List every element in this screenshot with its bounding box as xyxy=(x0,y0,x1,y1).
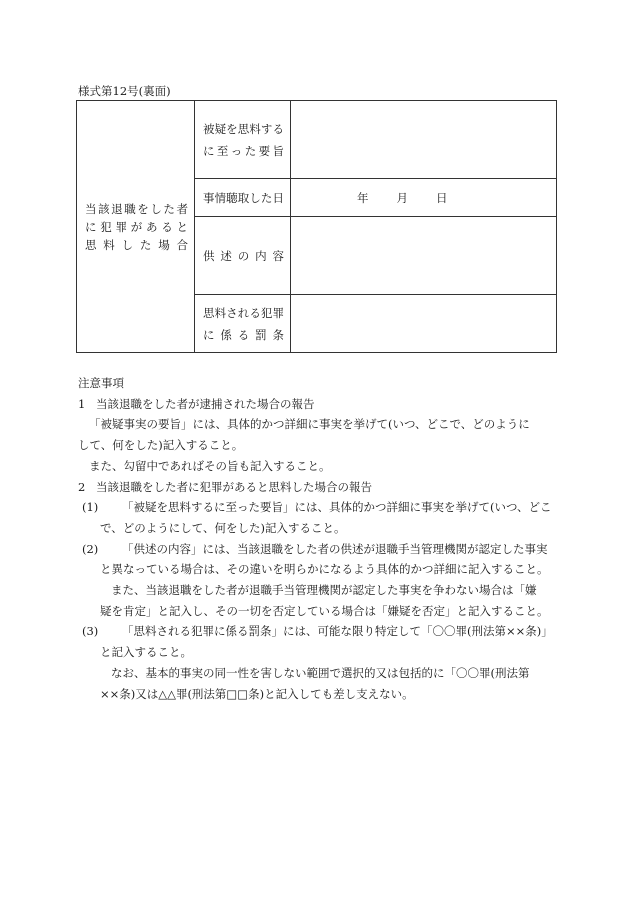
section-label-line: 当該退職をした者 xyxy=(85,201,188,216)
note-item-number: 1 xyxy=(78,396,86,411)
suspicion-summary-field[interactable] xyxy=(291,101,557,179)
note-sub-3-cont: と記入すること。 xyxy=(100,645,192,660)
note-sub-text: 「供述の内容」には、当該退職をした者の供述が退職手当管理機関が認定した事実 xyxy=(122,541,548,556)
note-sub-3-cont: なお、基本的事実の同一性を害しない範囲で選択的又は包括的に「〇〇罪(刑法第 xyxy=(111,665,530,680)
row-label-line: 思料される犯罪 xyxy=(203,305,284,320)
report-table xyxy=(76,100,557,353)
suspicion-summary-label xyxy=(195,101,291,179)
statement-content-label xyxy=(195,217,291,295)
penal-provision-label xyxy=(195,295,291,353)
interview-date-field[interactable] xyxy=(291,179,557,217)
interview-date-label xyxy=(195,179,291,217)
row-label-line: 供述の内容 xyxy=(203,248,284,263)
form-number: 様式第12号(裏面) xyxy=(78,84,171,98)
notes-title: 注意事項 xyxy=(78,376,124,390)
date-year-label: 年 xyxy=(357,190,369,205)
date-month-label: 月 xyxy=(396,190,408,205)
row-label-line: に係る罰条 xyxy=(203,327,284,342)
note-sub-2 xyxy=(78,539,558,560)
notes-section xyxy=(78,373,558,704)
note-item-1-text: して、何をした)記入すること。 xyxy=(78,438,244,453)
row-label-line: 被疑を思料する xyxy=(203,121,284,136)
section-label-line: 思料した場合 xyxy=(85,237,188,252)
note-heading-text: 当該退職をした者に犯罪があると思料した場合の報告 xyxy=(96,479,372,494)
note-sub-text: 「思料される犯罪に係る罰条」には、可能な限り特定して「〇〇罪(刑法第××条)」 xyxy=(122,624,553,639)
note-sub-1 xyxy=(78,497,558,518)
note-item-1-text: また、勾留中であればその旨も記入すること。 xyxy=(89,458,331,473)
date-day-label: 日 xyxy=(436,190,448,205)
note-sub-number: (1) xyxy=(82,500,99,515)
note-heading-text: 当該退職をした者が逮捕された場合の報告 xyxy=(96,396,315,411)
row-label-line: 事情聴取した日 xyxy=(203,190,284,205)
note-item-1-text: 「被疑事実の要旨」には、具体的かつ詳細に事実を挙げて(いつ、どこで、どのように xyxy=(89,417,530,432)
note-sub-number: (2) xyxy=(82,541,99,556)
note-sub-2-cont: また、当該退職をした者が退職手当管理機関が認定した事実を争わない場合は「嫌 xyxy=(111,583,537,598)
note-sub-1-cont: で、どのようにして、何をした)記入すること。 xyxy=(100,520,346,535)
note-sub-3-cont: ××条)又は△△罪(刑法第□□条)と記入しても差し支えない。 xyxy=(100,686,414,701)
note-sub-text: 「被疑を思料するに至った要旨」には、具体的かつ詳細に事実を挙げて(いつ、どこ xyxy=(122,500,552,515)
note-item-1-heading xyxy=(78,394,558,415)
note-sub-2-cont: と異なっている場合は、その違いを明らかになるよう具体的かつ詳細に記入すること。 xyxy=(100,562,549,577)
note-sub-3 xyxy=(78,621,558,642)
note-sub-2-cont: 疑を肯定」と記入し、その一切を否定している場合は「嫌疑を否定」と記入すること。 xyxy=(100,603,549,618)
note-item-2-heading xyxy=(78,477,558,498)
statement-content-field[interactable] xyxy=(291,217,557,295)
row-label-line: に至った要旨 xyxy=(203,143,284,158)
section-label-line: に犯罪があると xyxy=(85,219,188,234)
note-item-number: 2 xyxy=(78,479,86,494)
section-label-cell xyxy=(77,101,195,353)
note-sub-number: (3) xyxy=(82,624,99,639)
penal-provision-field[interactable] xyxy=(291,295,557,353)
